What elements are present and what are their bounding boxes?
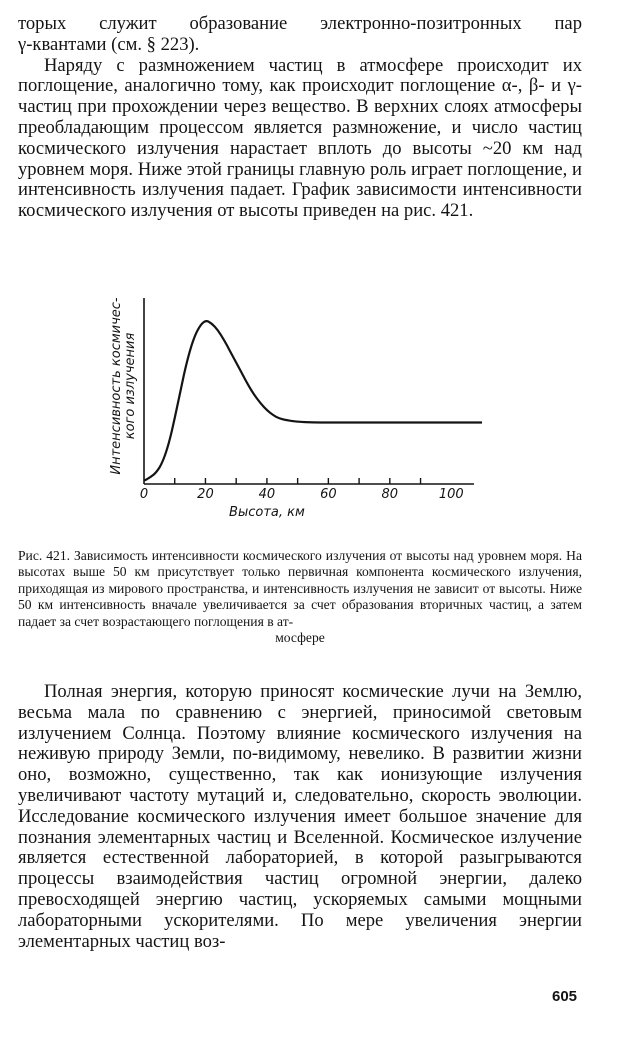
text-line-1: торых служит образование электронно-позитронных пар xyxy=(18,13,582,34)
paragraph-energy-text: Полная энергия, которую приносят космические лучи на Землю, весьма мала по сравнению с энергией, приносимой световым излучением Солнца. Поэтому влияние космического излучения на неживую природу Земли, по-видимому, невелико. В развитии жизни оно, возможно, существенно, так как ионизующие излучения увеличивают частоту мутаций и, следовательно, скорость эволюции. Исследование космического излучения имеет большое значение для познания элементарных частиц и Вселенной. Космическое излучение является естественной лабораторией, в которой разыгрываются процессы взаимодействия частиц огромной энергии, далеко превосходящей энергию частиц, ускоряемых самыми мощными лабораторными ускорителями. По мере увеличения энергии элементарных частиц воз- xyxy=(18,681,582,952)
caption-text: Рис. 421. Зависимость интенсивности космического излучения от высоты над уровнем моря. На высотах выше 50 км присутствует только первичная компонента космического излучения, приходящая из мирового пространства, и интенсивность излучения не зависит от высоты. Ниже 50 км интенсивность вначале увеличивается за счет образования вторичных частиц, а затем падает за счет возрастающего поглощения в ат- xyxy=(18,548,582,629)
paragraph-continuation xyxy=(18,14,582,56)
intensity-curve xyxy=(144,321,482,481)
figure-421 xyxy=(18,290,582,544)
x-tick-label-100: 100 xyxy=(438,487,464,502)
caption-last-line: мосфере xyxy=(275,630,325,646)
page-number: 605 xyxy=(552,988,578,1005)
intensity-altitude-chart xyxy=(18,290,582,544)
x-tick-label-60: 60 xyxy=(320,487,337,502)
chart-axes xyxy=(144,298,474,484)
x-axis-label: Высота, км xyxy=(229,505,305,520)
figure-caption xyxy=(18,548,582,646)
paragraph-energy xyxy=(18,682,582,952)
x-tick-label-0: 0 xyxy=(139,487,149,502)
x-tick-label-20: 20 xyxy=(197,487,214,502)
x-tick-label-40: 40 xyxy=(258,487,276,502)
y-axis-label-line-1: Интенсивность космичес- xyxy=(109,297,124,475)
x-tick-label-80: 80 xyxy=(381,487,399,502)
y-axis-label-line-2: кого излучения xyxy=(123,332,138,440)
book-page xyxy=(18,13,582,952)
y-axis-label xyxy=(109,297,138,475)
chart-ticks xyxy=(175,478,421,484)
text-line-2: γ-квантами (см. § 223). xyxy=(18,33,200,55)
chart-tick-labels xyxy=(140,487,464,502)
paragraph-absorption: Наряду с размножением частиц в атмосфере происходит их поглощение, аналогично тому, как происходит поглощение α-, β- и γ-частиц при прохождении через вещество. В верхних слоях атмосферы преобладающим процессом является размножение, и число частиц космического излучения нарастает вплоть до высоты ~20 км над уровнем моря. Ниже этой границы главную роль играет поглощение, и интенсивность излучения падает. График зависимости интенсивности космического излучения от высоты приведен на рис. 421. xyxy=(18,54,582,222)
